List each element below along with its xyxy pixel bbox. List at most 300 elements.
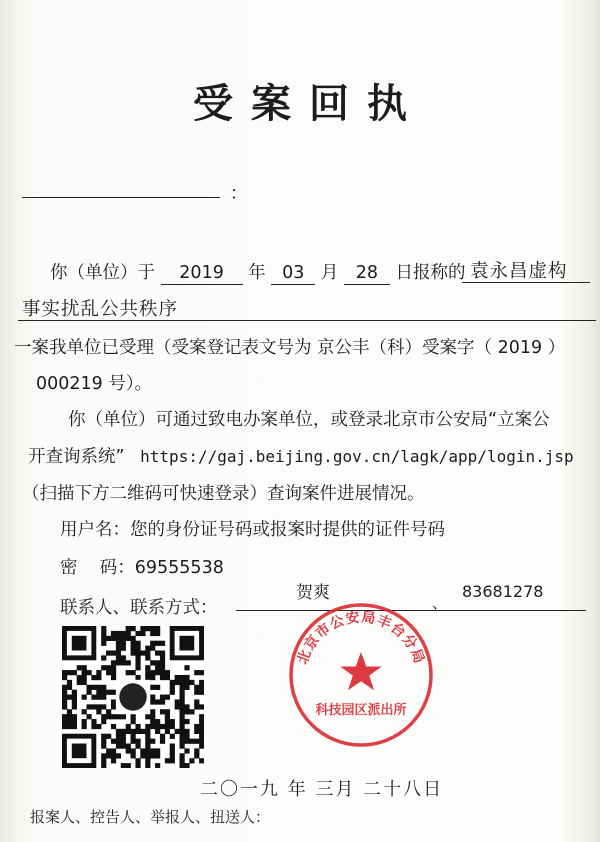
qr-module <box>145 724 150 729</box>
qr-module <box>140 631 145 636</box>
addressee-colon: ： <box>230 184 248 204</box>
contact-phone: 83681278 <box>462 582 544 601</box>
qr-module <box>101 704 106 709</box>
case-subject-underline2 <box>18 320 596 321</box>
contact-name: 贺爽 <box>296 583 330 603</box>
qr-module <box>165 675 170 680</box>
qr-module <box>165 670 170 675</box>
issue-date: 二〇一九 年 三月 二十八日 <box>200 779 444 800</box>
qr-module <box>82 709 87 714</box>
qr-module <box>126 724 131 729</box>
qr-module <box>101 744 106 749</box>
qr-module <box>150 631 155 636</box>
qr-module <box>86 685 91 690</box>
qr-module <box>77 680 82 685</box>
qr-module <box>101 753 106 758</box>
qr-module <box>72 724 77 729</box>
qr-module <box>145 646 150 651</box>
qr-module <box>135 724 140 729</box>
qr-module <box>116 660 121 665</box>
qr-module <box>180 704 185 709</box>
qr-module <box>199 670 204 675</box>
query-line-3: （扫描下方二维码可快速登录）查询案件进展情况。 <box>22 484 425 504</box>
qr-module <box>194 690 199 695</box>
qr-module <box>82 719 87 724</box>
qr-module <box>145 650 150 655</box>
query-url-link[interactable]: https://gaj.beijing.gov.cn/lagk/app/login.jsp <box>140 447 574 466</box>
qr-module <box>111 758 116 763</box>
qr-module <box>131 636 136 641</box>
qr-module <box>180 719 185 724</box>
qr-module <box>111 699 116 704</box>
qr-module <box>180 675 185 680</box>
qr-module <box>62 695 67 700</box>
qr-module <box>199 714 204 719</box>
query-line-1: 你（单位）可通过致电办案单位，或登录北京市公安局“立案公 <box>68 410 550 430</box>
seal-text-top: 北京市公安局丰台分局 <box>294 609 428 667</box>
qr-module <box>199 739 204 744</box>
qr-module <box>101 641 106 646</box>
qr-module <box>91 685 96 690</box>
qr-module <box>121 655 126 660</box>
qr-module <box>180 729 185 734</box>
qr-module <box>67 724 72 729</box>
qr-module <box>140 650 145 655</box>
contact-separator: 、 <box>432 594 448 612</box>
qr-module <box>77 665 82 670</box>
qr-module <box>145 744 150 749</box>
case-subject-underline1 <box>462 282 590 283</box>
qr-module <box>131 714 136 719</box>
qr-module <box>180 690 185 695</box>
qr-module <box>150 641 155 646</box>
qr-module <box>160 641 165 646</box>
qr-module <box>160 675 165 680</box>
qr-module <box>184 709 189 714</box>
query-line-2 <box>28 443 574 468</box>
qr-module <box>111 660 116 665</box>
qr-module <box>96 695 101 700</box>
qr-module <box>150 670 155 675</box>
qr-module <box>155 685 160 690</box>
accept-line-2: 000219 号）。 <box>36 374 153 394</box>
qr-module <box>62 685 67 690</box>
username-label: 用户名： <box>60 520 130 540</box>
qr-module <box>82 724 87 729</box>
qr-module <box>121 739 126 744</box>
qr-module <box>116 739 121 744</box>
contact-label: 联系人、联系方式： <box>60 598 218 618</box>
qr-module <box>111 670 116 675</box>
qr-module <box>160 709 165 714</box>
qr-module <box>72 695 77 700</box>
qr-module <box>96 704 101 709</box>
qr-module <box>170 753 175 758</box>
qr-module <box>106 665 111 670</box>
qr-module <box>116 636 121 641</box>
qr-module <box>126 636 131 641</box>
qr-module <box>72 714 77 719</box>
qr-module <box>106 748 111 753</box>
qr-module <box>155 724 160 729</box>
qr-module <box>131 670 136 675</box>
qr-module <box>106 709 111 714</box>
qr-module <box>121 636 126 641</box>
qr-module <box>184 763 189 768</box>
qr-module <box>116 753 121 758</box>
qr-module <box>194 748 199 753</box>
report-month-unit: 月 <box>320 263 339 283</box>
qr-module <box>160 724 165 729</box>
qr-module <box>116 641 121 646</box>
qr-module <box>116 729 121 734</box>
qr-module <box>126 631 131 636</box>
qr-code-image[interactable] <box>62 626 204 768</box>
qr-module <box>111 724 116 729</box>
qr-module <box>106 714 111 719</box>
qr-module <box>96 675 101 680</box>
qr-module <box>86 670 91 675</box>
qr-module <box>194 729 199 734</box>
qr-module <box>67 719 72 724</box>
qr-module <box>135 641 140 646</box>
qr-module <box>150 675 155 680</box>
qr-module <box>140 748 145 753</box>
qr-module <box>131 739 136 744</box>
qr-module <box>160 670 165 675</box>
qr-module <box>91 695 96 700</box>
qr-module <box>180 744 185 749</box>
qr-finder-pattern <box>72 744 87 759</box>
qr-module <box>180 685 185 690</box>
qr-module <box>135 646 140 651</box>
report-prefix: 你（单位）于 <box>50 263 155 283</box>
qr-module <box>160 699 165 704</box>
qr-module <box>126 744 131 749</box>
qr-module <box>101 631 106 636</box>
qr-module <box>126 626 131 631</box>
qr-module <box>150 748 155 753</box>
qr-module <box>155 665 160 670</box>
qr-module <box>150 709 155 714</box>
qr-module <box>111 704 116 709</box>
report-sentence <box>50 259 465 285</box>
qr-module <box>101 655 106 660</box>
qr-module <box>111 675 116 680</box>
qr-module <box>62 724 67 729</box>
qr-module <box>145 675 150 680</box>
qr-module <box>184 719 189 724</box>
qr-module <box>72 670 77 675</box>
qr-module <box>131 626 136 631</box>
qr-module <box>145 763 150 768</box>
report-day-unit: 日报称的 <box>395 263 466 283</box>
qr-module <box>131 748 136 753</box>
qr-module <box>106 670 111 675</box>
qr-module <box>165 695 170 700</box>
qr-module <box>72 690 77 695</box>
qr-module <box>77 675 82 680</box>
qr-module <box>111 690 116 695</box>
qr-module <box>189 758 194 763</box>
qr-module <box>184 734 189 739</box>
qr-module <box>121 763 126 768</box>
qr-module <box>155 763 160 768</box>
qr-module <box>194 724 199 729</box>
qr-module <box>111 631 116 636</box>
qr-module <box>96 685 101 690</box>
qr-module <box>155 719 160 724</box>
qr-module <box>91 724 96 729</box>
qr-module <box>199 704 204 709</box>
qr-module <box>180 724 185 729</box>
qr-module <box>170 758 175 763</box>
qr-module <box>116 734 121 739</box>
case-subject-line2: 事实扰乱公共秩序 <box>22 299 179 320</box>
qr-module <box>101 719 106 724</box>
qr-module <box>155 699 160 704</box>
qr-module <box>135 631 140 636</box>
qr-module <box>180 739 185 744</box>
qr-module <box>96 709 101 714</box>
qr-module <box>82 695 87 700</box>
qr-module <box>199 734 204 739</box>
qr-module <box>170 748 175 753</box>
qr-module <box>121 641 126 646</box>
qr-module <box>135 763 140 768</box>
qr-module <box>101 690 106 695</box>
qr-module <box>135 739 140 744</box>
qr-module <box>111 753 116 758</box>
qr-module <box>194 670 199 675</box>
qr-module <box>101 739 106 744</box>
qr-module <box>131 650 136 655</box>
qr-module <box>106 734 111 739</box>
qr-module <box>101 626 106 631</box>
qr-module <box>62 690 67 695</box>
qr-module <box>155 670 160 675</box>
qr-module <box>194 753 199 758</box>
qr-module <box>101 685 106 690</box>
qr-module <box>150 724 155 729</box>
qr-module <box>131 719 136 724</box>
qr-module <box>91 675 96 680</box>
qr-module <box>184 665 189 670</box>
qr-module <box>184 685 189 690</box>
qr-module <box>180 680 185 685</box>
qr-module <box>121 729 126 734</box>
qr-module <box>116 650 121 655</box>
qr-module <box>170 719 175 724</box>
qr-module <box>145 739 150 744</box>
qr-module <box>165 724 170 729</box>
password-label: 密 码： <box>60 558 135 578</box>
qr-module <box>126 670 131 675</box>
seal-text-bottom: 科技园区派出所 <box>315 703 407 718</box>
qr-module <box>189 739 194 744</box>
qr-module <box>82 670 87 675</box>
qr-module <box>155 753 160 758</box>
qr-module <box>180 699 185 704</box>
qr-module <box>145 670 150 675</box>
police-badge-icon <box>119 683 146 710</box>
qr-module <box>155 641 160 646</box>
qr-module <box>180 695 185 700</box>
qr-module <box>145 714 150 719</box>
qr-module <box>67 709 72 714</box>
qr-module <box>67 670 72 675</box>
qr-module <box>145 626 150 631</box>
qr-module <box>184 739 189 744</box>
qr-module <box>67 685 72 690</box>
qr-module <box>165 729 170 734</box>
report-month: 03 <box>271 262 315 285</box>
qr-module <box>86 714 91 719</box>
qr-module <box>91 704 96 709</box>
qr-module <box>175 680 180 685</box>
qr-module <box>140 729 145 734</box>
qr-module <box>126 660 131 665</box>
qr-module <box>96 724 101 729</box>
accept-line-1: 一案我单位已受理（受案登记表文号为 京公丰（科）受案字（ 2019 ） <box>14 338 566 358</box>
qr-module <box>116 655 121 660</box>
qr-module <box>150 719 155 724</box>
qr-module <box>72 699 77 704</box>
qr-module <box>67 695 72 700</box>
qr-module <box>170 744 175 749</box>
qr-module <box>131 734 136 739</box>
qr-module <box>131 646 136 651</box>
qr-module <box>170 734 175 739</box>
qr-module <box>82 675 87 680</box>
qr-module <box>184 704 189 709</box>
qr-module <box>101 714 106 719</box>
qr-module <box>140 626 145 631</box>
qr-module <box>184 675 189 680</box>
qr-module <box>165 719 170 724</box>
qr-module <box>150 699 155 704</box>
qr-module <box>170 690 175 695</box>
reporter-signature-label: 报案人、控告人、举报人、扭送人： <box>30 808 271 826</box>
qr-module <box>194 699 199 704</box>
qr-module <box>194 739 199 744</box>
qr-module <box>116 714 121 719</box>
qr-module <box>135 655 140 660</box>
qr-module <box>184 748 189 753</box>
qr-module <box>135 665 140 670</box>
qr-module <box>145 729 150 734</box>
qr-module <box>72 704 77 709</box>
qr-module <box>180 714 185 719</box>
qr-module <box>145 748 150 753</box>
qr-module <box>106 690 111 695</box>
qr-module <box>121 744 126 749</box>
qr-module <box>150 685 155 690</box>
qr-module <box>126 748 131 753</box>
qr-module <box>101 734 106 739</box>
seal-star-icon <box>340 652 381 690</box>
qr-module <box>135 660 140 665</box>
qr-module <box>145 758 150 763</box>
qr-module <box>199 744 204 749</box>
qr-module <box>96 690 101 695</box>
qr-module <box>121 646 126 651</box>
qr-module <box>131 641 136 646</box>
qr-module <box>160 660 165 665</box>
qr-module <box>135 675 140 680</box>
qr-module <box>145 655 150 660</box>
qr-module <box>170 680 175 685</box>
report-year-unit: 年 <box>248 263 266 283</box>
qr-module <box>135 729 140 734</box>
qr-module <box>86 704 91 709</box>
report-day: 28 <box>344 262 390 285</box>
qr-module <box>150 660 155 665</box>
qr-module <box>180 709 185 714</box>
qr-module <box>101 758 106 763</box>
qr-module <box>135 744 140 749</box>
qr-module <box>175 729 180 734</box>
qr-module <box>175 699 180 704</box>
qr-module <box>180 763 185 768</box>
qr-module <box>150 646 155 651</box>
qr-module <box>180 758 185 763</box>
qr-module <box>111 665 116 670</box>
qr-module <box>121 631 126 636</box>
username-row <box>60 516 445 541</box>
official-seal-stamp <box>286 600 436 750</box>
qr-module <box>180 734 185 739</box>
qr-module <box>111 714 116 719</box>
qr-module <box>155 631 160 636</box>
qr-module <box>62 675 67 680</box>
document-title: 受案回执 <box>193 81 425 127</box>
qr-module <box>155 729 160 734</box>
qr-module <box>106 636 111 641</box>
qr-module <box>101 763 106 768</box>
qr-module <box>96 670 101 675</box>
qr-module <box>82 680 87 685</box>
qr-finder-pattern <box>180 636 195 651</box>
qr-module <box>116 631 121 636</box>
qr-module <box>101 695 106 700</box>
password-row <box>60 554 224 579</box>
qr-module <box>150 739 155 744</box>
qr-module <box>62 699 67 704</box>
qr-module <box>160 665 165 670</box>
qr-module <box>165 709 170 714</box>
qr-module <box>194 704 199 709</box>
addressee-blank-line <box>22 197 220 198</box>
query-system-name: 开查询系统” <box>28 447 125 467</box>
qr-finder-pattern <box>72 636 87 651</box>
qr-module <box>121 734 126 739</box>
qr-module <box>199 680 204 685</box>
qr-module <box>101 636 106 641</box>
qr-module <box>199 685 204 690</box>
qr-module <box>165 714 170 719</box>
qr-module <box>72 719 77 724</box>
qr-module <box>106 753 111 758</box>
qr-module <box>62 719 67 724</box>
qr-module <box>145 753 150 758</box>
qr-module <box>101 665 106 670</box>
qr-module <box>184 729 189 734</box>
qr-module <box>175 704 180 709</box>
qr-code-graphic <box>62 626 204 768</box>
qr-module <box>131 729 136 734</box>
qr-module <box>116 646 121 651</box>
